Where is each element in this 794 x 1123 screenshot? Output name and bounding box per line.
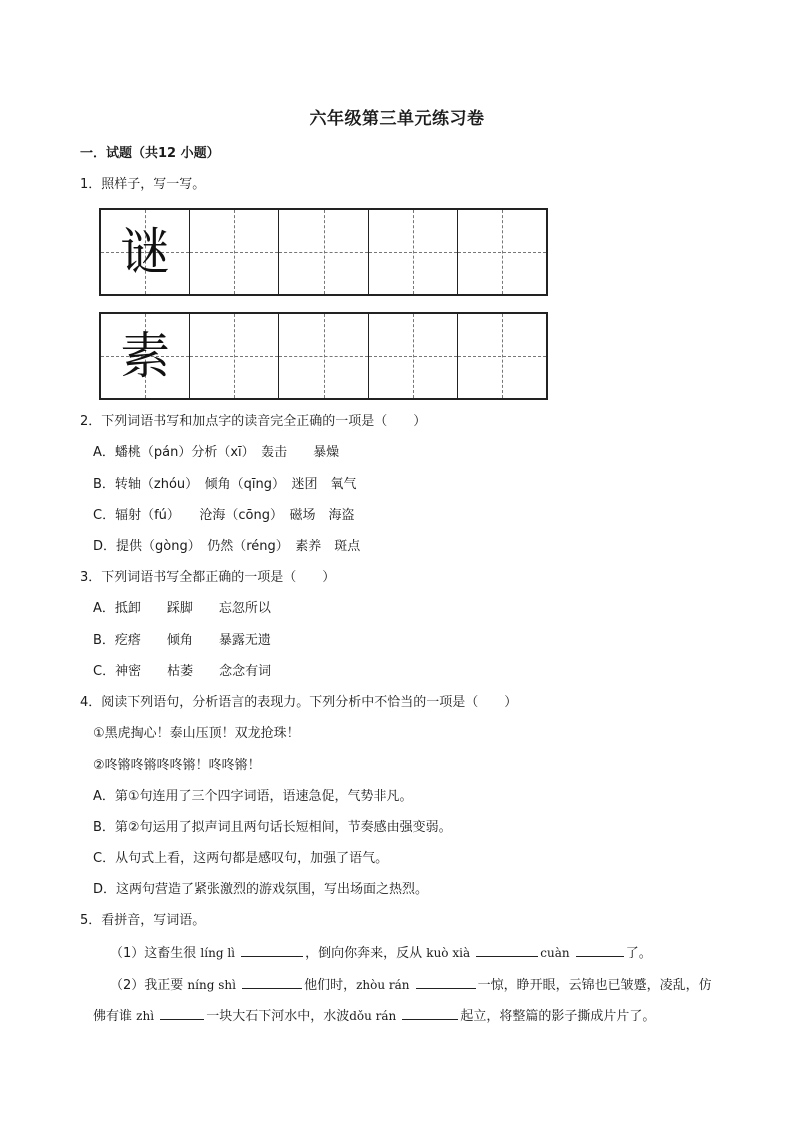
text-segment: 他们时， <box>304 978 357 993</box>
text-segment: 一块大石下河水中，水波 <box>206 1009 350 1024</box>
question-4-sentence-1: ①黑虎掏心！泰山压顶！双龙抢珠！ <box>93 726 300 741</box>
grid-cell[interactable] <box>458 210 546 294</box>
question-2-option-b[interactable]: B．转轴（zhóu） 倾角（qīng） 迷团 氧气 <box>93 477 357 492</box>
pinyin-hint: zhòu rán <box>356 978 410 992</box>
text-segment: （1）这畜生很 <box>110 946 197 961</box>
question-5-line-3 <box>93 1007 655 1026</box>
question-3-option-b[interactable]: B．疙瘩 倾角 暴露无遗 <box>93 633 271 648</box>
question-5-stem: 5．看拼音，写词语。 <box>80 913 206 928</box>
pinyin-hint: níng shì <box>187 978 236 992</box>
writing-grid-1 <box>99 208 548 296</box>
question-4-sentence-2: ②咚锵咚锵咚咚锵！咚咚锵！ <box>93 758 261 773</box>
text-segment: 佛有谁 <box>93 1009 133 1024</box>
writing-grid-2 <box>99 312 548 400</box>
text-segment: ，倒向你奔来，反从 <box>305 946 423 961</box>
pinyin-hint: dǒu rán <box>349 1009 397 1023</box>
question-4-option-d[interactable]: D．这两句营造了紧张激烈的游戏氛围，写出场面之热烈。 <box>93 882 429 897</box>
answer-blank[interactable] <box>241 944 303 957</box>
question-3-option-a[interactable]: A．抵卸 踩脚 忘忽所以 <box>93 601 271 616</box>
page-title: 六年级第三单元练习卷 <box>309 109 485 129</box>
text-segment: 一惊，睁开眼，云锦也已皱蹙，凌乱，仿 <box>477 978 712 993</box>
section-heading: 一．试题（共12 小题） <box>80 146 220 161</box>
text-segment: （2）我正要 <box>110 978 184 993</box>
answer-blank[interactable] <box>160 1007 204 1020</box>
grid-cell[interactable] <box>190 314 279 398</box>
text-segment: 了。 <box>625 946 652 961</box>
pinyin-hint: cuàn <box>540 946 570 960</box>
question-5-line-1 <box>110 944 652 963</box>
text-segment: 起立，将整篇的影子撕成片片了。 <box>460 1009 656 1024</box>
sample-character: 谜 <box>120 223 171 281</box>
pinyin-hint: kuò xià <box>426 946 471 960</box>
question-5-line-2 <box>110 976 712 995</box>
pinyin-hint: líng lì <box>200 946 235 960</box>
grid-cell[interactable] <box>458 314 546 398</box>
grid-cell <box>101 210 190 294</box>
question-4-option-b[interactable]: B．第②句运用了拟声词且两句话长短相间，节奏感由强变弱。 <box>93 820 452 835</box>
question-2-option-a[interactable]: A．蟠桃（pán）分析（xī） 轰击 暴燥 <box>93 445 340 460</box>
question-1-stem: 1．照样子，写一写。 <box>80 177 206 192</box>
grid-cell <box>101 314 190 398</box>
answer-blank[interactable] <box>416 976 476 989</box>
grid-cell[interactable] <box>190 210 279 294</box>
question-3-option-c[interactable]: C．神密 枯萎 念念有词 <box>93 664 272 679</box>
grid-cell[interactable] <box>279 314 368 398</box>
sample-character: 素 <box>120 327 171 385</box>
question-4-option-c[interactable]: C．从句式上看，这两句都是感叹句，加强了语气。 <box>93 851 389 866</box>
pinyin-hint: zhì <box>136 1009 155 1023</box>
grid-cell[interactable] <box>369 314 458 398</box>
question-2-option-d[interactable]: D．提供（gòng） 仍然（réng） 素养 斑点 <box>93 539 361 554</box>
grid-cell[interactable] <box>279 210 368 294</box>
grid-cell[interactable] <box>369 210 458 294</box>
question-3-stem: 3．下列词语书写全都正确的一项是（ ） <box>80 570 336 585</box>
answer-blank[interactable] <box>476 944 538 957</box>
question-2-stem: 2．下列词语书写和加点字的读音完全正确的一项是（ ） <box>80 414 427 429</box>
question-4-stem: 4．阅读下列语句，分析语言的表现力。下列分析中不恰当的一项是（ ） <box>80 695 518 710</box>
question-2-option-c[interactable]: C．辐射（fú） 沧海（cōng） 磁场 海盗 <box>93 508 355 523</box>
answer-blank[interactable] <box>402 1007 458 1020</box>
answer-blank[interactable] <box>242 976 302 989</box>
answer-blank[interactable] <box>576 944 624 957</box>
question-4-option-a[interactable]: A．第①句连用了三个四字词语，语速急促，气势非凡。 <box>93 789 413 804</box>
